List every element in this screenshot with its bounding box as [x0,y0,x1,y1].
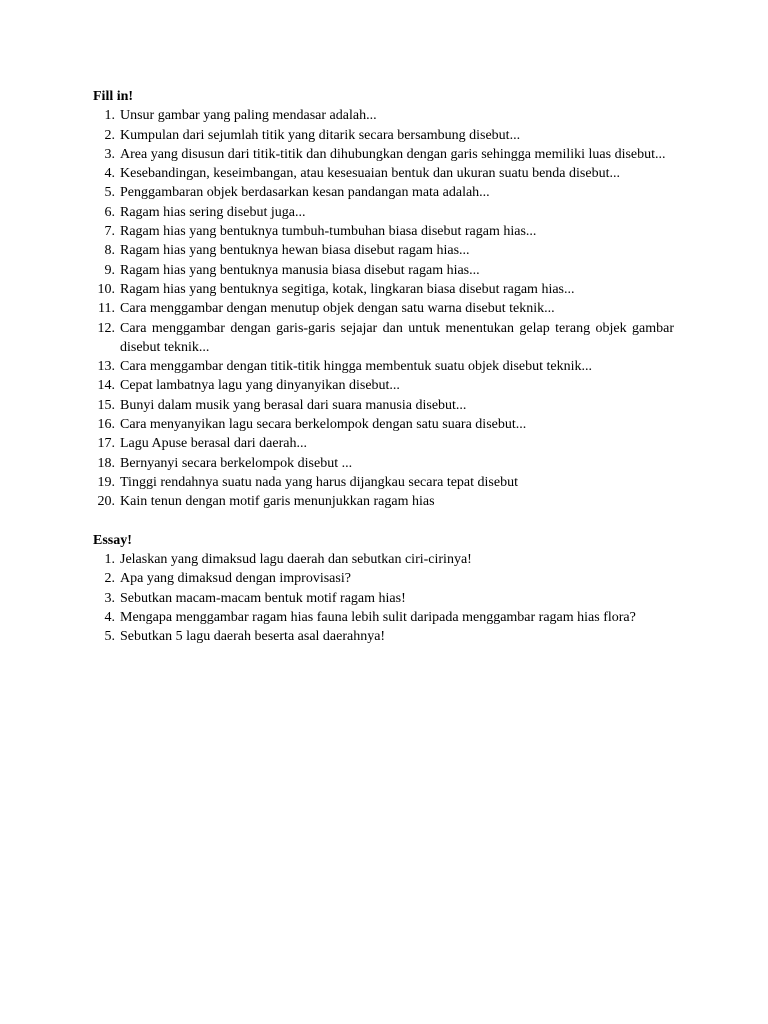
question-text: Kain tenun dengan motif garis menunjukkan ragam hias [120,494,435,510]
question-item [93,241,674,260]
question-item [93,473,674,492]
question-number: 4. [104,610,115,626]
question-item [93,106,674,125]
question-number: 16. [97,417,115,433]
question-text: Kumpulan dari sejumlah titik yang ditarik secara bersambung disebut... [120,127,521,143]
question-item [93,376,674,395]
question-item [93,357,674,376]
question-text: Apa yang dimaksud dengan improvisasi? [120,571,351,587]
question-item [93,280,674,299]
question-item [93,126,674,145]
document-page [93,87,674,647]
question-item [93,396,674,415]
question-number: 18. [97,455,115,471]
question-text: Ragam hias sering disebut juga... [120,204,306,220]
question-number: 11. [98,301,115,317]
question-text: Ragam hias yang bentuknya segitiga, kotak, lingkaran biasa disebut ragam hias... [120,281,575,297]
question-number: 5. [104,185,115,201]
question-text: Cara menggambar dengan menutup objek dengan satu warna disebut teknik... [120,301,555,317]
question-item [93,164,674,183]
question-number: 10. [97,281,115,297]
question-number: 1. [104,552,115,568]
question-text: Penggambaran objek berdasarkan kesan pandangan mata adalah... [120,185,490,201]
essay-list [93,550,674,646]
question-number: 1. [104,108,115,124]
question-number: 12. [97,320,115,336]
question-number: 20. [97,494,115,510]
question-item [93,415,674,434]
question-number: 17. [97,436,115,452]
question-item [93,569,674,588]
section-gap [93,512,674,531]
question-item [93,454,674,473]
question-text: Mengapa menggambar ragam hias fauna lebih sulit daripada menggambar ragam hias flora? [120,610,636,626]
question-item [93,222,674,241]
fill-in-list [93,106,674,511]
question-number: 3. [104,590,115,606]
question-text: Sebutkan 5 lagu daerah beserta asal daerahnya! [120,629,386,645]
question-item [93,627,674,646]
question-item [93,319,674,358]
question-text: Tinggi rendahnya suatu nada yang harus dijangkau secara tepat disebut [120,474,518,490]
question-text: Ragam hias yang bentuknya hewan biasa disebut ragam hias... [120,243,470,259]
question-text: Area yang disusun dari titik-titik dan dihubungkan dengan garis sehingga memiliki luas disebut... [120,146,666,162]
question-number: 19. [97,474,115,490]
question-number: 4. [104,166,115,182]
essay-heading: Essay! [93,532,132,548]
question-number: 15. [97,397,115,413]
question-number: 14. [97,378,115,394]
question-number: 6. [104,204,115,220]
question-item [93,145,674,164]
question-text: Bernyanyi secara berkelompok disebut ... [120,455,353,471]
question-number: 2. [104,571,115,587]
question-text: Ragam hias yang bentuknya tumbuh-tumbuhan biasa disebut ragam hias... [120,224,537,240]
question-text: Ragam hias yang bentuknya manusia biasa disebut ragam hias... [120,262,480,278]
question-text: Cepat lambatnya lagu yang dinyanyikan disebut... [120,378,400,394]
question-text: Sebutkan macam-macam bentuk motif ragam hias! [120,590,406,606]
question-item [93,299,674,318]
question-number: 5. [104,629,115,645]
question-number: 13. [97,359,115,375]
question-text: Cara menyanyikan lagu secara berkelompok dengan satu suara disebut... [120,417,527,433]
question-item [93,550,674,569]
question-text: Unsur gambar yang paling mendasar adalah... [120,108,377,124]
question-item [93,203,674,222]
question-item [93,183,674,202]
question-number: 8. [104,243,115,259]
question-number: 2. [104,127,115,143]
question-text: Cara menggambar dengan titik-titik hingga membentuk suatu objek disebut teknik... [120,359,593,375]
question-text: Jelaskan yang dimaksud lagu daerah dan sebutkan ciri-cirinya! [120,552,472,568]
question-text: Lagu Apuse berasal dari daerah... [120,436,307,452]
question-text: Bunyi dalam musik yang berasal dari suara manusia disebut... [120,397,467,413]
question-item [93,589,674,608]
fill-in-heading: Fill in! [93,89,134,104]
question-text: Cara menggambar dengan garis-garis sejajar dan untuk menentukan gelap terang objek gambar disebut teknik... [120,320,674,355]
question-number: 9. [104,262,115,278]
question-text: Kesebandingan, keseimbangan, atau kesesuaian bentuk dan ukuran suatu benda disebut... [120,166,620,182]
question-number: 7. [104,224,115,240]
question-item [93,261,674,280]
question-item [93,492,674,511]
question-number: 3. [104,146,115,162]
question-item [93,608,674,627]
question-item [93,434,674,453]
